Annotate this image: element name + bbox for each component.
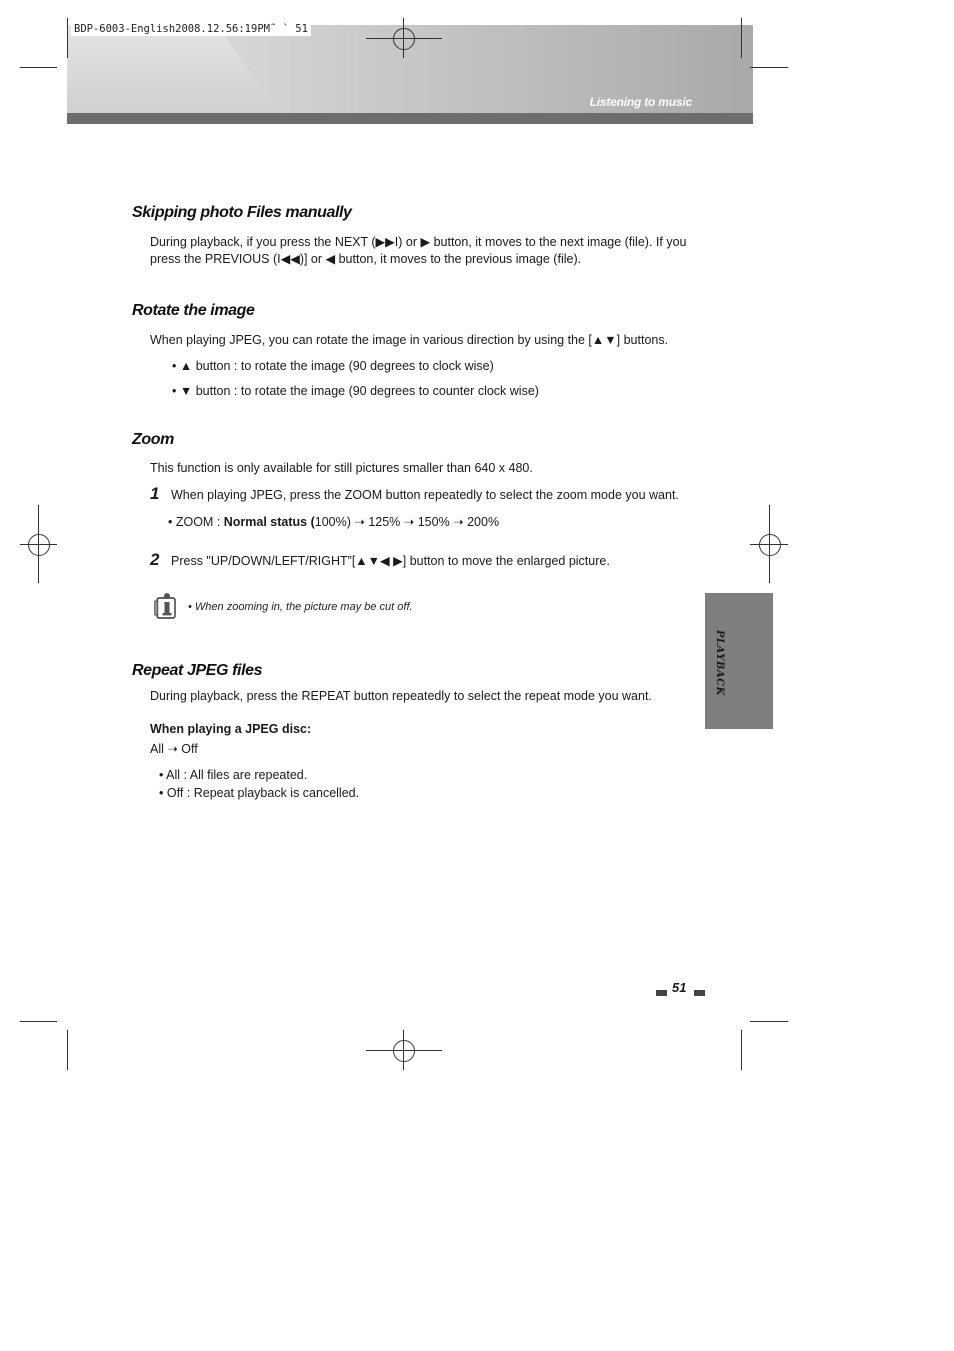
zoom-step-2-number: 2 bbox=[150, 550, 160, 569]
page-number: 51 bbox=[672, 980, 687, 995]
zoom-step-2-text: Press "UP/DOWN/LEFT/RIGHT”[▲▼◀ ▶] button to move the enlarged picture. bbox=[171, 554, 610, 568]
repeat-bullet-off: • Off : Repeat playback is cancelled. bbox=[159, 786, 360, 800]
registration-mark-top bbox=[393, 28, 415, 50]
rotate-bullet-down: • ▼ button : to rotate the image (90 degrees to counter clock wise) bbox=[172, 384, 539, 398]
heading-repeat-jpeg: Repeat JPEG files bbox=[132, 662, 263, 679]
zoom-step-1-number: 1 bbox=[150, 484, 160, 503]
crop-mark-top-right-h bbox=[750, 67, 788, 68]
zoom-levels-values: 100%) ➝ 125% ➝ 150% ➝ 200% bbox=[314, 515, 500, 529]
registration-mark-left bbox=[28, 534, 50, 556]
crop-mark-bottom-right-h bbox=[750, 1021, 788, 1022]
heading-skipping-photo: Skipping photo Files manually bbox=[132, 204, 352, 221]
crop-mark-bottom-left-h bbox=[20, 1021, 57, 1022]
crop-mark-bottom-right-v bbox=[741, 1030, 742, 1070]
registration-mark-bottom bbox=[393, 1040, 415, 1062]
header-wedge bbox=[67, 25, 327, 113]
zoom-levels-bullet bbox=[168, 514, 499, 531]
header-bar bbox=[67, 113, 753, 124]
repeat-bullet-all: • All : All files are repeated. bbox=[159, 768, 308, 782]
crop-mark-top-left-h bbox=[20, 67, 57, 68]
page-number-bar-left bbox=[656, 990, 667, 996]
zoom-step-1-text: When playing JPEG, press the ZOOM button repeatedly to select the zoom mode you want. bbox=[171, 488, 679, 502]
crop-mark-bottom-left-v bbox=[67, 1030, 68, 1070]
repeat-intro: During playback, press the REPEAT button repeatedly to select the repeat mode you want. bbox=[150, 689, 652, 703]
registration-mark-right bbox=[759, 534, 781, 556]
print-id: BDP-6003-English2008.12.56:19PM˜ ` 51 bbox=[71, 22, 311, 36]
repeat-sequence: All ➝ Off bbox=[150, 742, 198, 756]
rotate-intro: When playing JPEG, you can rotate the image in various direction by using the [▲▼] buttons. bbox=[150, 333, 669, 347]
repeat-subheading: When playing a JPEG disc: bbox=[150, 722, 312, 736]
heading-zoom: Zoom bbox=[132, 431, 174, 448]
page-number-bar-right bbox=[694, 990, 705, 996]
header-section-title: Listening to music bbox=[589, 95, 692, 109]
zoom-intro: This function is only available for still pictures smaller than 640 x 480. bbox=[150, 461, 533, 475]
zoom-levels-prefix: • ZOOM : bbox=[168, 515, 224, 529]
rotate-bullet-up: • ▲ button : to rotate the image (90 degrees to clock wise) bbox=[172, 359, 494, 373]
skip-text-line1: During playback, if you press the NEXT (▶▶I) or ▶ button, it moves to the next image (file). If you bbox=[150, 235, 687, 249]
crop-mark-top-right-v bbox=[741, 18, 742, 58]
note-info-icon bbox=[154, 592, 178, 620]
crop-mark-top-left-v bbox=[67, 18, 68, 58]
zoom-levels-normal: Normal status ( bbox=[223, 515, 315, 529]
zoom-note: • When zooming in, the picture may be cut off. bbox=[188, 601, 413, 613]
heading-rotate-image: Rotate the image bbox=[132, 302, 255, 319]
skip-text-line2: press the PREVIOUS (I◀◀)] or ◀ button, it moves to the previous image (file). bbox=[150, 252, 582, 266]
side-tab-label: PLAYBACK bbox=[714, 630, 725, 696]
